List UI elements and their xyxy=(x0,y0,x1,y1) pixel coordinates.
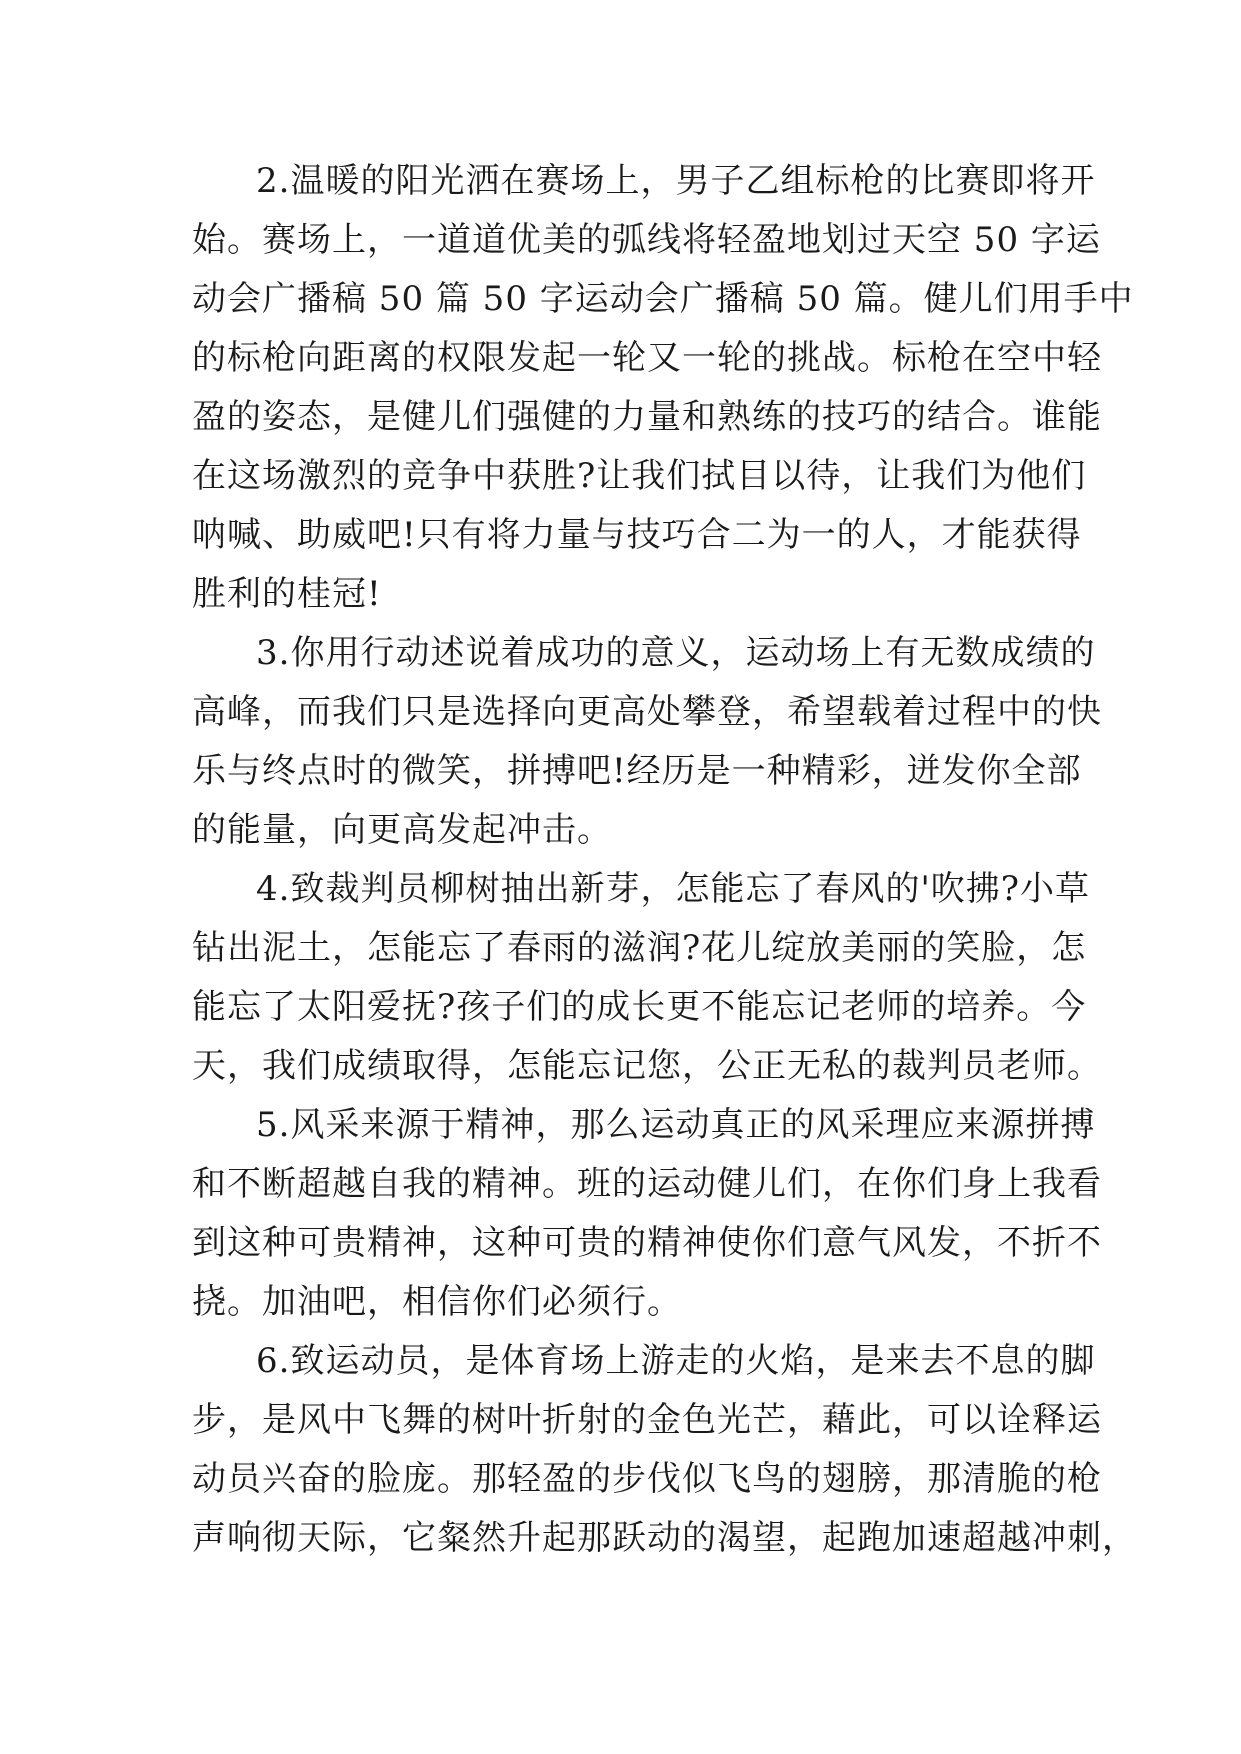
paragraph-2-line-5: 盈的姿态，是健儿们强健的力量和熟练的技巧的结合。谁能 xyxy=(192,397,1102,437)
paragraph-2-line-2: 始。赛场上，一道道优美的弧线将轻盈地划过天空 50 字运 xyxy=(192,220,1101,260)
paragraph-3-line-1: 3.你用行动述说着成功的意义，运动场上有无数成绩的 xyxy=(256,633,1096,673)
paragraph-2-line-4: 的标枪向距离的权限发起一轮又一轮的挑战。标枪在空中轻 xyxy=(192,338,1102,378)
paragraph-4-line-3: 能忘了太阳爱抚?孩子们的成长更不能忘记老师的培养。今 xyxy=(192,987,1087,1027)
paragraph-4-line-2: 钻出泥土，怎能忘了春雨的滋润?花儿绽放美丽的笑脸，怎 xyxy=(192,928,1087,968)
paragraph-6-line-4: 声响彻天际，它粲然升起那跃动的渴望，起跑加速超越冲刺， xyxy=(192,1518,1137,1558)
paragraph-3-line-4: 的能量，向更高发起冲击。 xyxy=(192,810,612,850)
paragraph-5-line-1: 5.风采来源于精神，那么运动真正的风采理应来源拼搏 xyxy=(256,1105,1096,1145)
paragraph-2-line-3: 动会广播稿 50 篇 50 字运动会广播稿 50 篇。健儿们用手中 xyxy=(192,279,1134,319)
document-body xyxy=(192,152,1137,1568)
paragraph-2-line-8: 胜利的桂冠! xyxy=(192,574,382,614)
paragraph-6-line-1: 6.致运动员，是体育场上游走的火焰，是来去不息的脚 xyxy=(256,1341,1096,1381)
paragraph-3-line-3: 乐与终点时的微笑，拼搏吧!经历是一种精彩，迸发你全部 xyxy=(192,751,1082,791)
paragraph-6-line-2: 步，是风中飞舞的树叶折射的金色光芒，藉此，可以诠释运 xyxy=(192,1400,1102,1440)
paragraph-2-line-1: 2.温暖的阳光洒在赛场上，男子乙组标枪的比赛即将开 xyxy=(256,161,1096,201)
paragraph-5-line-2: 和不断超越自我的精神。班的运动健儿们，在你们身上我看 xyxy=(192,1164,1102,1204)
paragraph-5-line-3: 到这种可贵精神，这种可贵的精神使你们意气风发，不折不 xyxy=(192,1223,1102,1263)
paragraph-5-line-4: 挠。加油吧，相信你们必须行。 xyxy=(192,1282,682,1322)
paragraph-6-line-3: 动员兴奋的脸庞。那轻盈的步伐似飞鸟的翅膀，那清脆的枪 xyxy=(192,1459,1102,1499)
paragraph-4-line-1: 4.致裁判员柳树抽出新芽，怎能忘了春风的'吹拂?小草 xyxy=(256,869,1091,909)
paragraph-2-line-6: 在这场激烈的竞争中获胜?让我们拭目以待，让我们为他们 xyxy=(192,456,1087,496)
paragraph-2-line-7: 呐喊、助威吧!只有将力量与技巧合二为一的人，才能获得 xyxy=(192,515,1082,555)
paragraph-4-line-4: 天，我们成绩取得，怎能忘记您，公正无私的裁判员老师。 xyxy=(192,1046,1102,1086)
paragraph-3-line-2: 高峰，而我们只是选择向更高处攀登，希望载着过程中的快 xyxy=(192,692,1102,732)
